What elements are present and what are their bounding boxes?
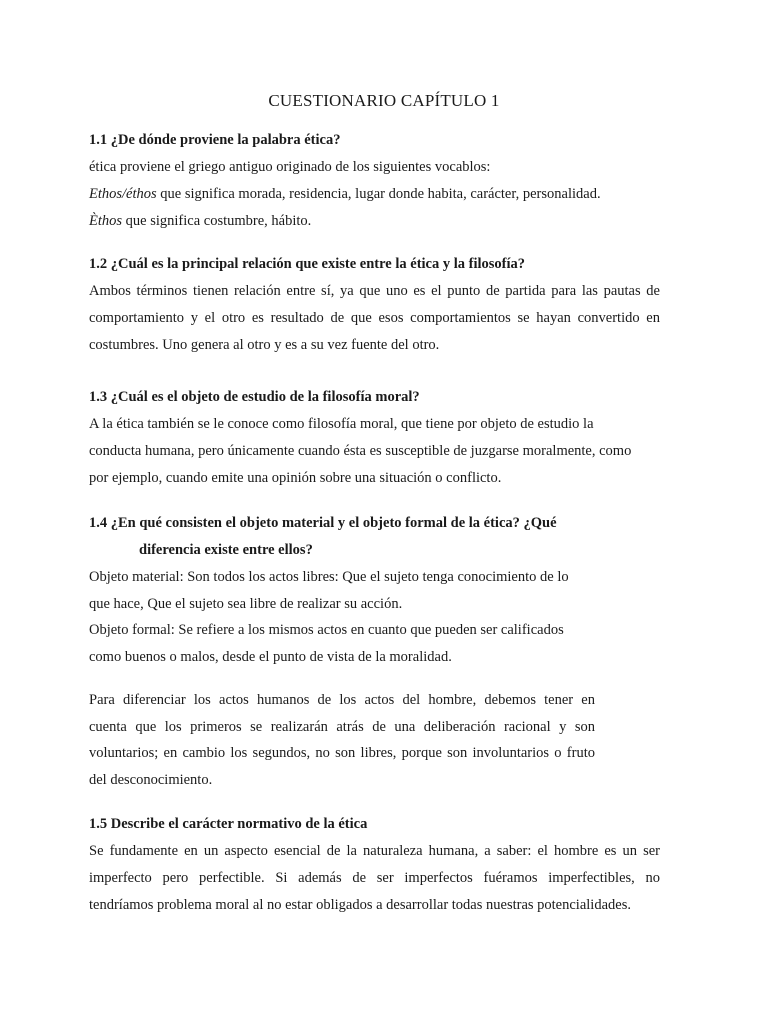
answer-1-4-line: como buenos o malos, desde el punto de vista de la moralidad.: [89, 649, 452, 665]
answer-1-4-paragraph-line: voluntarios; en cambio los segundos, no son libres, porque son involuntarios o fruto: [89, 745, 595, 761]
term-ethos: Ethos/éthos: [89, 186, 157, 202]
answer-1-2-line: costumbres. Uno genera al otro y es a su vez fuente del otro.: [89, 337, 440, 353]
question-1-4: 1.4 ¿En qué consisten el objeto material y el objeto formal de la ética? ¿Qué: [89, 515, 557, 531]
document-title: CUESTIONARIO CAPÍTULO 1: [268, 91, 500, 110]
answer-1-3-line: por ejemplo, cuando emite una opinión sobre una situación o conflicto.: [89, 470, 502, 486]
answer-1-2-line: Ambos términos tienen relación entre sí, ya que uno es el punto de partida para las pautas de: [89, 283, 660, 299]
answer-1-5-line: imperfecto pero perfectible. Si además de ser imperfectos fuéramos imperfectibles, no: [89, 870, 660, 886]
question-1-2: 1.2 ¿Cuál es la principal relación que existe entre la ética y la filosofía?: [89, 256, 526, 272]
definition-ethos: que significa morada, residencia, lugar donde habita, carácter, personalidad.: [156, 186, 601, 202]
answer-1-4-line: Objeto formal: Se refiere a los mismos actos en cuanto que pueden ser calificados: [89, 622, 564, 638]
answer-1-1-ethos-line: [89, 186, 601, 203]
question-1-4-continued: diferencia existe entre ellos?: [139, 542, 313, 558]
answer-1-3-line: conducta humana, pero únicamente cuando ésta es susceptible de juzgarse moralmente, como: [89, 443, 632, 459]
answer-1-4-paragraph-line: cuenta que los primeros se realizarán atrás de una deliberación racional y son: [89, 719, 595, 735]
answer-1-4-line: Objeto material: Son todos los actos libres: Que el sujeto tenga conocimiento de lo: [89, 569, 569, 585]
answer-1-4-paragraph-line: del desconocimiento.: [89, 772, 213, 788]
answer-1-1-ethos2-line: [89, 213, 311, 230]
term-ethos-2: Èthos: [89, 213, 123, 229]
question-1-5: 1.5 Describe el carácter normativo de la ética: [89, 816, 368, 832]
question-1-3: 1.3 ¿Cuál es el objeto de estudio de la filosofía moral?: [89, 389, 420, 405]
answer-1-4-paragraph-line: Para diferenciar los actos humanos de los actos del hombre, debemos tener en: [89, 692, 595, 708]
answer-1-2-line: comportamiento y el otro es resultado de que esos comportamientos se hayan convertido en: [89, 310, 660, 326]
definition-ethos-2: que significa costumbre, hábito.: [122, 213, 312, 229]
answer-1-5-line: Se fundamente en un aspecto esencial de la naturaleza humana, a saber: el hombre es un ser: [89, 843, 660, 859]
answer-1-4-line: que hace, Que el sujeto sea libre de realizar su acción.: [89, 596, 403, 612]
question-1-1: 1.1 ¿De dónde proviene la palabra ética?: [89, 132, 341, 148]
answer-1-1-intro: ética proviene el griego antiguo originado de los siguientes vocablos:: [89, 159, 491, 175]
answer-1-3-line: A la ética también se le conoce como filosofía moral, que tiene por objeto de estudio la: [89, 416, 594, 432]
answer-1-5-line: tendríamos problema moral al no estar obligados a desarrollar todas nuestras potencialidades.: [89, 897, 631, 913]
